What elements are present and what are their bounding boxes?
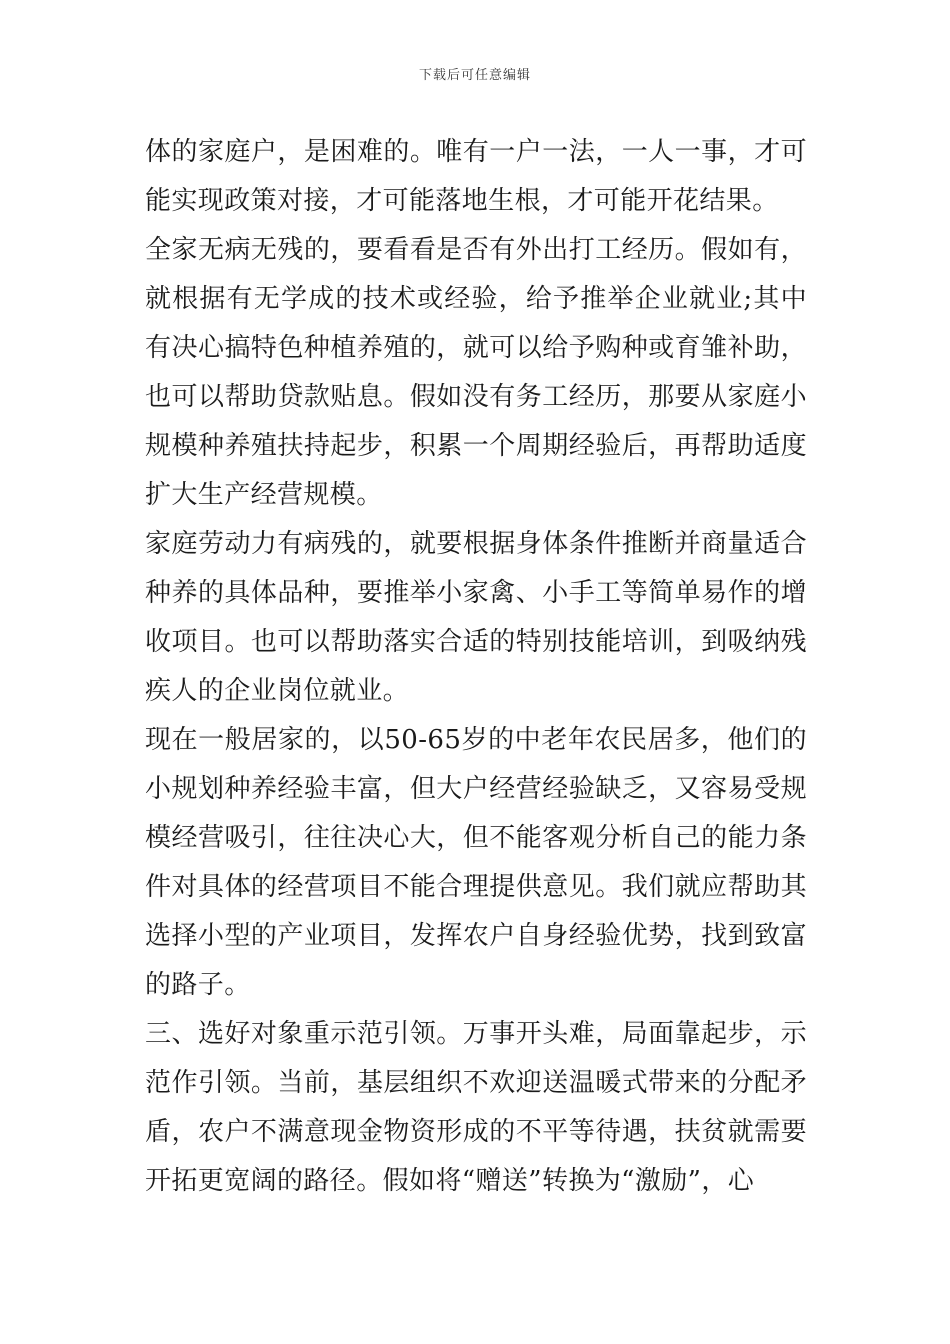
paragraph: 三、选好对象重示范引领。万事开头难，局面靠起步，示范作引领。当前，基层组织不欢迎送温暖式带来的分配矛盾，农户不满意现金物资形成的不平等待遇，扶贫就需要开拓更宽阔的路径。假如将“赠送”转换为“激励”，心 (145, 1019, 807, 1196)
paragraph: 全家无病无残的，要看看是否有外出打工经历。假如有，就根据有无学成的技术或经验，给予推举企业就业;其中有决心搞特色种植养殖的，就可以给予购种或育雏补助，也可以帮助贷款贴息。假如没有务工经历，那要从家庭小规模种养殖扶持起步，积累一个周期经验后，再帮助适度扩大生产经营规模。 (145, 235, 807, 510)
paragraph: 家庭劳动力有病残的，就要根据身体条件推断并商量适合种养的具体品种，要推举小家禽、小手工等简单易作的增收项目。也可以帮助落实合适的特别技能培训，到吸纳残疾人的企业岗位就业。 (145, 529, 807, 706)
paragraph: 体的家庭户，是困难的。唯有一户一法，一人一事，才可能实现政策对接，才可能落地生根，才可能开花结果。 (145, 137, 807, 216)
document-body (145, 128, 807, 1206)
paragraph: 现在一般居家的，以50-65岁的中老年农民居多，他们的小规划种养经验丰富，但大户经营经验缺乏，又容易受规模经营吸引，往往决心大，但不能客观分析自己的能力条件对具体的经营项目不能合理提供意见。我们就应帮助其选择小型的产业项目，发挥农户自身经验优势，找到致富的路子。 (145, 725, 807, 1000)
page-header: 下载后可任意编辑 (418, 68, 531, 83)
